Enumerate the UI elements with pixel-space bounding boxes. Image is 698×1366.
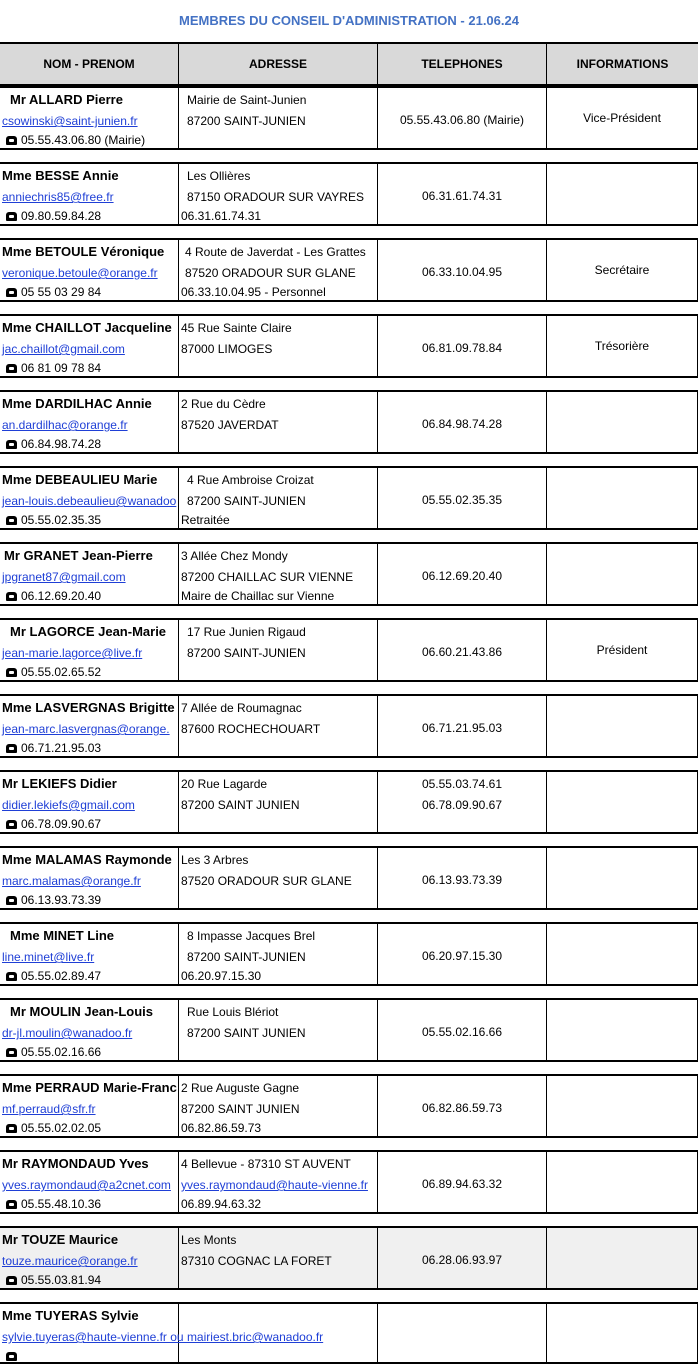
member-address-cell <box>179 848 378 908</box>
header-adresse: ADRESSE <box>179 44 378 84</box>
address-line-1: 2 Rue du Cèdre <box>181 397 266 411</box>
address-line-2: 87200 SAINT-JUNIEN <box>187 114 306 128</box>
document-title: MEMBRES DU CONSEIL D'ADMINISTRATION - 21.06.24 <box>179 13 519 28</box>
member-phone-number: 05.55.02.89.47 <box>21 969 102 983</box>
member-info-cell <box>547 468 698 528</box>
member-phone <box>6 1196 101 1212</box>
member-phone <box>6 740 101 756</box>
member-phone-number: 06.13.93.73.39 <box>21 893 102 907</box>
member-record <box>0 314 698 378</box>
telephone-1: 06.89.94.63.32 <box>421 1177 503 1191</box>
member-email-link[interactable]: touze.maurice@orange.fr <box>2 1254 138 1268</box>
member-phone <box>6 968 101 984</box>
member-phone <box>6 360 101 376</box>
phone-icon <box>6 972 17 981</box>
member-name: Mr TOUZE Maurice <box>2 1232 119 1247</box>
telephone-1: 06.71.21.95.03 <box>421 721 503 735</box>
member-address-cell <box>179 620 378 680</box>
address-line-2: 87200 SAINT-JUNIEN <box>187 950 306 964</box>
member-email-link[interactable]: jpgranet87@gmail.com <box>2 570 126 584</box>
member-phone <box>6 284 101 300</box>
phone-icon <box>6 364 17 373</box>
phone-icon <box>6 1352 17 1361</box>
member-record <box>0 390 698 454</box>
member-name-cell <box>0 468 179 528</box>
member-name-cell <box>0 1000 179 1060</box>
member-info-cell <box>547 924 698 984</box>
address-line-1: 4 Bellevue - 87310 ST AUVENT <box>181 1157 351 1171</box>
member-info-cell <box>547 848 698 908</box>
member-email-link[interactable]: anniechris85@free.fr <box>2 190 114 204</box>
telephone-1: 06.13.93.73.39 <box>421 873 503 887</box>
member-phone <box>6 132 145 148</box>
member-name: Mr LAGORCE Jean-Marie <box>10 624 167 639</box>
member-info-cell <box>547 544 698 604</box>
member-address-cell <box>179 696 378 756</box>
phone-icon <box>6 288 17 297</box>
address-line-2[interactable]: yves.raymondaud@haute-vienne.fr <box>181 1178 368 1192</box>
telephone-1: 06.60.21.43.86 <box>421 645 503 659</box>
member-address-cell <box>179 924 378 984</box>
address-line-3: 06.20.97.15.30 <box>181 969 262 983</box>
address-line-2: 87200 SAINT JUNIEN <box>181 1102 300 1116</box>
address-line-2: 87520 ORADOUR SUR GLANE <box>181 874 352 888</box>
member-info-cell <box>547 316 698 376</box>
telephone-1: 06.20.97.15.30 <box>421 949 503 963</box>
phone-icon <box>6 668 17 677</box>
member-email-link[interactable]: jean-marie.lagorce@live.fr <box>2 646 143 660</box>
member-address-cell <box>179 544 378 604</box>
address-line-1: 4 Route de Javerdat - Les Grattes <box>185 245 366 259</box>
telephone-1: 06.12.69.20.40 <box>421 569 503 583</box>
address-line-3: 06.31.61.74.31 <box>181 209 262 223</box>
member-name-cell <box>0 924 179 984</box>
address-line-2: 87200 SAINT-JUNIEN <box>187 646 306 660</box>
member-name: Mme DARDILHAC Annie <box>2 396 152 411</box>
member-email-link[interactable]: yves.raymondaud@a2cnet.com <box>2 1178 171 1192</box>
member-info-cell <box>547 772 698 832</box>
member-phone <box>6 436 101 452</box>
member-role: Vice-Président <box>583 111 661 125</box>
member-record <box>0 466 698 530</box>
address-line-3: 06.82.86.59.73 <box>181 1121 262 1135</box>
header-telephones: TELEPHONES <box>378 44 547 84</box>
member-telephones-cell <box>378 772 547 832</box>
telephone-1: 05.55.02.35.35 <box>421 493 503 507</box>
telephone-1: 06.28.06.93.97 <box>421 1253 503 1267</box>
address-line-3: 06.33.10.04.95 - Personnel <box>181 285 326 299</box>
member-record <box>0 694 698 758</box>
member-address-cell <box>179 392 378 452</box>
member-telephones-cell <box>378 88 547 148</box>
phone-icon <box>6 1200 17 1209</box>
telephone-2: 06.78.09.90.67 <box>421 798 503 812</box>
member-info-cell <box>547 1228 698 1288</box>
member-telephones-cell <box>378 620 547 680</box>
member-record <box>0 1150 698 1214</box>
member-record <box>0 542 698 606</box>
member-name-cell <box>0 392 179 452</box>
phone-icon <box>6 1124 17 1133</box>
phone-icon <box>6 744 17 753</box>
member-telephones-cell <box>378 316 547 376</box>
member-record <box>0 238 698 302</box>
member-phone-number: 09.80.59.84.28 <box>21 209 102 223</box>
member-address-cell <box>179 1076 378 1136</box>
member-phone-number: 05.55.02.35.35 <box>21 513 102 527</box>
member-name: Mme MALAMAS Raymonde <box>2 852 172 867</box>
address-line-2: 87520 JAVERDAT <box>181 418 279 432</box>
member-name-cell <box>0 544 179 604</box>
member-phone <box>6 588 101 604</box>
phone-icon <box>6 516 17 525</box>
phone-icon <box>6 1276 17 1285</box>
phone-icon <box>6 212 17 221</box>
member-name: Mme BESSE Annie <box>2 168 119 183</box>
member-telephones-cell <box>378 1304 547 1362</box>
member-email-link[interactable]: jac.chaillot@gmail.com <box>2 342 125 356</box>
member-record <box>0 1226 698 1290</box>
member-address-cell <box>179 88 378 148</box>
member-name-cell <box>0 1228 179 1288</box>
member-address-cell <box>179 1152 378 1212</box>
member-phone-number: 05.55.03.81.94 <box>21 1273 102 1287</box>
phone-icon <box>6 592 17 601</box>
telephone-1: 06.84.98.74.28 <box>421 417 503 431</box>
member-record <box>0 162 698 226</box>
address-line-2: 87310 COGNAC LA FORET <box>181 1254 332 1268</box>
address-line-2: 87200 CHAILLAC SUR VIENNE <box>181 570 354 584</box>
member-record <box>0 86 698 150</box>
member-info-cell <box>547 240 698 300</box>
member-name: Mme CHAILLOT Jacqueline <box>2 320 172 335</box>
member-email-link[interactable]: jean-louis.debeaulieu@wanadoo <box>2 494 177 508</box>
telephone-1: 06.81.09.78.84 <box>421 341 503 355</box>
member-phone <box>6 664 101 680</box>
address-line-1: Les Monts <box>181 1233 237 1247</box>
member-info-cell <box>547 696 698 756</box>
address-line-1: Mairie de Saint-Junien <box>187 93 307 107</box>
member-phone-number: 05.55.02.65.52 <box>21 665 102 679</box>
member-name-cell <box>0 848 179 908</box>
member-name: Mr ALLARD Pierre <box>10 92 123 107</box>
member-info-cell <box>547 1152 698 1212</box>
member-name: Mme LASVERGNAS Brigitte <box>2 700 175 715</box>
member-record <box>0 618 698 682</box>
member-phone-number: 06.84.98.74.28 <box>21 437 102 451</box>
member-telephones-cell <box>378 924 547 984</box>
member-record <box>0 1074 698 1138</box>
member-name-cell <box>0 88 179 148</box>
member-name: Mme PERRAUD Marie-Franc <box>2 1080 177 1095</box>
member-name-cell <box>0 1076 179 1136</box>
phone-icon <box>6 896 17 905</box>
member-name-cell <box>0 772 179 832</box>
member-telephones-cell <box>378 848 547 908</box>
address-line-1: 3 Allée Chez Mondy <box>181 549 288 563</box>
address-line-1: Les 3 Arbres <box>181 853 249 867</box>
member-phone <box>6 208 101 224</box>
phone-icon <box>6 136 17 145</box>
member-email-link[interactable]: sylvie.tuyeras@haute-vienne.fr ou mairiest.bric@wanadoo.fr <box>2 1330 324 1344</box>
address-line-3: Maire de Chaillac sur Vienne <box>181 589 335 603</box>
member-record <box>0 846 698 910</box>
table-header <box>0 42 698 86</box>
member-role: Président <box>596 643 648 657</box>
member-name: Mme DEBEAULIEU Marie <box>2 472 158 487</box>
member-address-cell <box>179 1000 378 1060</box>
telephone-1: 05.55.03.74.61 <box>421 777 503 791</box>
member-info-cell <box>547 392 698 452</box>
member-phone <box>6 892 101 908</box>
member-email-link[interactable]: mf.perraud@sfr.fr <box>2 1102 96 1116</box>
member-name-cell <box>0 1304 324 1362</box>
address-line-2: 87200 SAINT JUNIEN <box>187 1026 306 1040</box>
member-phone <box>6 1120 101 1136</box>
member-record <box>0 998 698 1062</box>
member-address-cell <box>179 316 378 376</box>
address-line-2: 87000 LIMOGES <box>181 342 273 356</box>
address-line-2: 87200 SAINT-JUNIEN <box>187 494 306 508</box>
member-telephones-cell <box>378 1228 547 1288</box>
address-line-2: 87200 SAINT JUNIEN <box>181 798 300 812</box>
address-line-1: Les Ollières <box>187 169 251 183</box>
member-phone-number: 05.55.43.06.80 (Mairie) <box>21 133 146 147</box>
address-line-1: Rue Louis Blériot <box>187 1005 279 1019</box>
member-telephones-cell <box>378 164 547 224</box>
member-info-cell <box>547 88 698 148</box>
member-phone <box>6 1272 101 1288</box>
member-address-cell <box>179 1228 378 1288</box>
member-email-link[interactable]: dr-jl.moulin@wanadoo.fr <box>2 1026 133 1040</box>
member-phone-number: 06.71.21.95.03 <box>21 741 102 755</box>
member-name-cell <box>0 696 179 756</box>
member-name-cell <box>0 316 179 376</box>
address-line-2: 87150 ORADOUR SUR VAYRES <box>187 190 364 204</box>
member-phone <box>6 1044 101 1060</box>
member-email-link[interactable]: line.minet@live.fr <box>2 950 95 964</box>
member-info-cell <box>547 1304 698 1362</box>
member-telephones-cell <box>378 392 547 452</box>
member-telephones-cell <box>378 696 547 756</box>
member-address-cell <box>179 164 378 224</box>
telephone-1: 05.55.43.06.80 (Mairie) <box>399 113 525 127</box>
address-line-1: 45 Rue Sainte Claire <box>181 321 292 335</box>
address-line-3: 06.89.94.63.32 <box>181 1197 262 1211</box>
member-phone-number: 05.55.02.02.05 <box>21 1121 102 1135</box>
member-address-cell <box>179 772 378 832</box>
member-name: Mr RAYMONDAUD Yves <box>2 1156 149 1171</box>
member-info-cell <box>547 620 698 680</box>
address-line-1: 2 Rue Auguste Gagne <box>181 1081 300 1095</box>
member-name: Mme BETOULE Véronique <box>2 244 165 259</box>
telephone-1: 06.82.86.59.73 <box>421 1101 503 1115</box>
member-phone <box>6 512 101 528</box>
member-email-link[interactable]: jean-marc.lasvergnas@orange. <box>2 722 170 736</box>
member-telephones-cell <box>378 1076 547 1136</box>
member-info-cell <box>547 1076 698 1136</box>
address-line-1: 7 Allée de Roumagnac <box>181 701 302 715</box>
address-line-1: 20 Rue Lagarde <box>181 777 268 791</box>
member-address-cell <box>179 1304 378 1362</box>
member-phone-number: 05.55.02.16.66 <box>21 1045 102 1059</box>
member-email-link[interactable]: an.dardilhac@orange.fr <box>2 418 128 432</box>
member-record <box>0 922 698 986</box>
header-nom-prenom: NOM - PRENOM <box>0 44 179 84</box>
address-line-1: 4 Rue Ambroise Croizat <box>187 473 314 487</box>
member-phone-number: 05 55 03 29 84 <box>21 285 102 299</box>
member-name-cell <box>0 240 179 300</box>
telephone-1: 06.33.10.04.95 <box>421 265 503 279</box>
member-name-cell <box>0 620 179 680</box>
member-role: Secrétaire <box>594 263 650 277</box>
address-line-3: Retraitée <box>181 513 230 527</box>
member-name-cell <box>0 164 179 224</box>
member-telephones-cell <box>378 544 547 604</box>
member-email-link[interactable]: veronique.betoule@orange.fr <box>2 266 158 280</box>
member-phone-number: 06.12.69.20.40 <box>21 589 102 603</box>
member-name: Mr GRANET Jean-Pierre <box>4 548 153 563</box>
member-name: Mr MOULIN Jean-Louis <box>10 1004 154 1019</box>
member-telephones-cell <box>378 1000 547 1060</box>
member-name: Mme TUYERAS Sylvie <box>2 1308 139 1323</box>
member-telephones-cell <box>378 468 547 528</box>
member-phone-number: 06.78.09.90.67 <box>21 817 102 831</box>
member-record <box>0 770 698 834</box>
member-phone-number: 05.55.48.10.36 <box>21 1197 102 1211</box>
member-phone <box>6 816 101 832</box>
member-address-cell <box>179 240 378 300</box>
member-phone-number: 06 81 09 78 84 <box>21 361 102 375</box>
address-line-1: 17 Rue Junien Rigaud <box>187 625 306 639</box>
address-line-2: 87600 ROCHECHOUART <box>181 722 321 736</box>
phone-icon <box>6 820 17 829</box>
address-line-1: 8 Impasse Jacques Brel <box>187 929 316 943</box>
member-name: Mme MINET Line <box>10 928 115 943</box>
phone-icon <box>6 1048 17 1057</box>
telephone-1: 05.55.02.16.66 <box>421 1025 503 1039</box>
member-email-link[interactable]: marc.malamas@orange.fr <box>2 874 141 888</box>
member-record <box>0 1302 698 1364</box>
phone-icon <box>6 440 17 449</box>
member-name: Mr LEKIEFS Didier <box>2 776 117 791</box>
member-name-cell <box>0 1152 179 1212</box>
member-address-cell <box>179 468 378 528</box>
member-info-cell <box>547 164 698 224</box>
header-informations: INFORMATIONS <box>576 57 669 71</box>
member-telephones-cell <box>378 240 547 300</box>
telephone-1: 06.31.61.74.31 <box>421 189 503 203</box>
member-email-link[interactable]: didier.lekiefs@gmail.com <box>2 798 135 812</box>
member-telephones-cell <box>378 1152 547 1212</box>
member-phone <box>6 1348 21 1364</box>
member-info-cell <box>547 1000 698 1060</box>
member-email-link[interactable]: csowinski@saint-junien.fr <box>2 114 138 128</box>
address-line-2: 87520 ORADOUR SUR GLANE <box>185 266 356 280</box>
member-role: Trésorière <box>594 339 650 353</box>
